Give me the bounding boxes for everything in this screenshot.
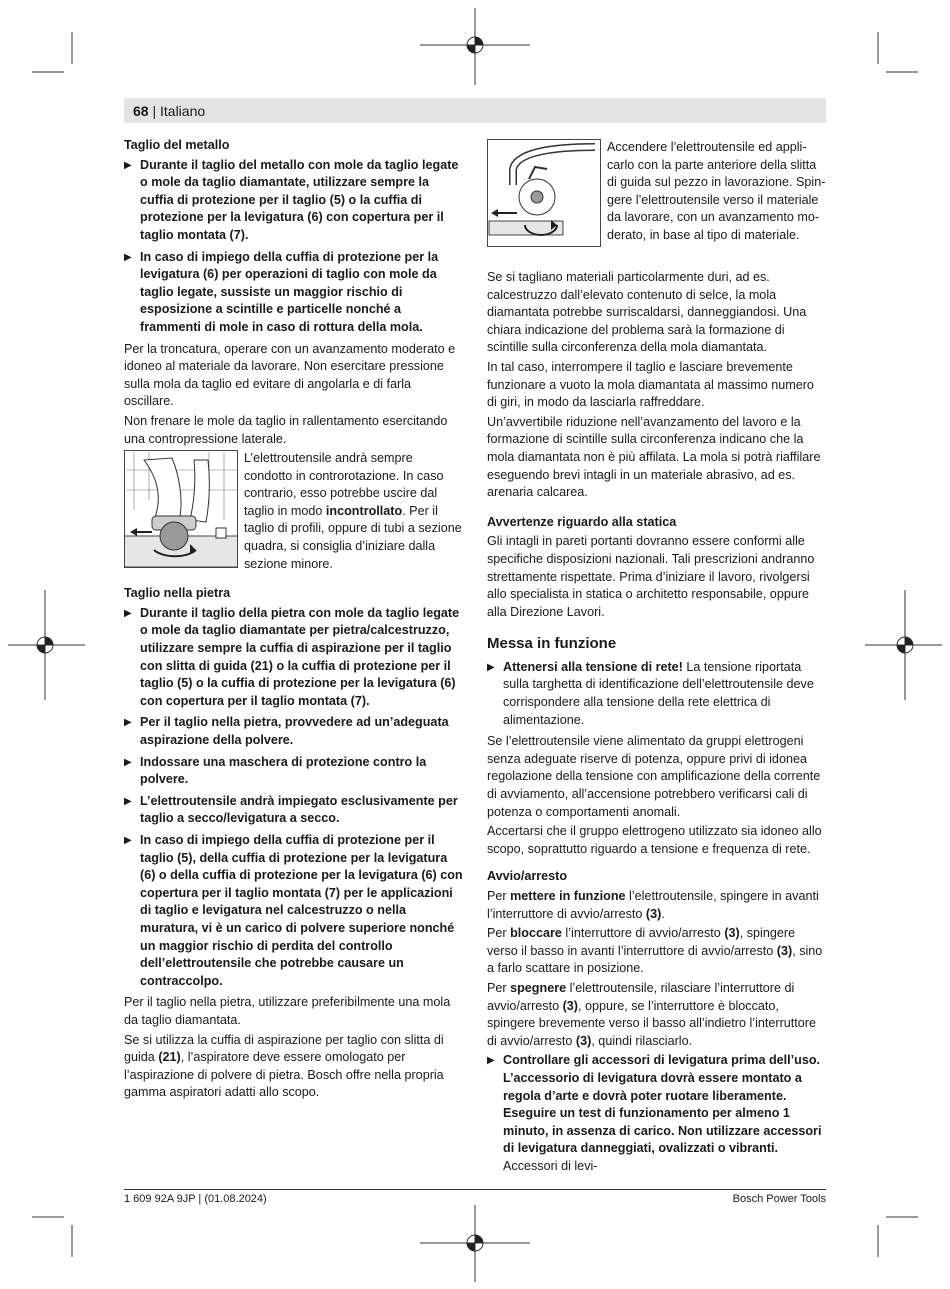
right-column <box>487 137 826 1180</box>
footer-doc-id: 1 609 92A 9JP | (01.08.2024) <box>124 1193 267 1205</box>
section-title-metallo: Taglio del metallo <box>124 138 230 152</box>
triangle-right-icon: ▶ <box>124 159 132 171</box>
paragraph: Se l’elettroutensile viene alimentato da gruppi elettrogeni senza adeguate riserve di potenza, oppure privi di idonea regolazione della tensione con amplificazione della corrente di avviamento, all’accensione potrebbero verificarsi cali di potenza o comportamenti anomali. <box>487 734 821 819</box>
paragraph: Un’avvertibile riduzione nell’avanzamento del lavoro e la formazione di scintille sulla circonferenza indicano che la mola diamantata non è più affilata. La mola si potrà riaffilare eseguendo brevi intagli in un materiale abrasivo, ad es. arenaria calcarea. <box>487 414 821 500</box>
paragraph: Non frenare le mole da taglio in rallentamento esercitando una contropressione laterale. <box>124 413 448 446</box>
triangle-right-icon: ▶ <box>124 251 132 263</box>
paragraph: Se si utilizza la cuffia di aspirazione per taglio con slitta di guida (21), l’aspiratore deve essere omologato per l’aspirazione di polvere di pietra. Bosch offre nella propria gamma aspiratori adatti allo scopo. <box>124 1032 444 1100</box>
list-item: ▶ In caso di impiego della cuffia di protezione per la levigatura (6) per operazioni di taglio con mole da taglio legate, sussiste un maggior rischio di esposizione a scintille e particelle nonché a frammenti di mole in caso di rottura della mola. <box>124 249 463 337</box>
paragraph: In tal caso, interrompere il taglio e lasciare brevemente funzionare a vuoto la mola diamantata al massimo numero di giri, in modo da lasciarla raffreddare. <box>487 359 814 410</box>
paragraph: Se si tagliano materiali particolarmente duri, ad es. calcestruzzo dall’elevato contenuto di selce, la mola diamantata potrebbe surriscaldarsi, danneggiandosi. Una chiara indicazione del problema sarà la formazione di scintille sulla circonferenza della mola diamantata. <box>487 270 807 355</box>
header-bar <box>124 98 826 123</box>
figure-text: Accendere l’elettroutensile ed applicarlo con la parte anteriore della slitta di guida sul pezzo in lavorazione. Spingere l’elettroutensile verso il materiale da lavorare, con un avanzamento moderato, in base al tipo di materiale. <box>607 140 826 242</box>
triangle-right-icon: ▶ <box>124 795 132 807</box>
list-item: ▶ L’elettroutensile andrà impiegato esclusivamente per taglio a secco/levigatura a secco. <box>124 793 463 828</box>
list-item: ▶ Attenersi alla tensione di rete! La tensione riportata sulla targhetta di identificazione dell’elettroutensile deve corrispondere alla tensione della rete elettrica di alimentazione. <box>487 659 826 729</box>
figure-block-slitta <box>487 139 826 247</box>
paragraph: Gli intagli in pareti portanti dovranno essere conformi alle specifiche disposizioni nazionali. Tali prescrizioni andranno strettamente rispettate. Prima d’iniziare il lavoro, rivolgersi allo specialista in statica o architetto responsabile, oppure alla Direzione Lavori. <box>487 534 815 619</box>
triangle-right-icon: ▶ <box>124 607 132 619</box>
paragraph: Accertarsi che il gruppo elettrogeno utilizzato sia idoneo allo scopo, soprattutto riguardo a tensione e frequenza di rete. <box>487 824 822 856</box>
paragraph: Per bloccare l’interruttore di avvio/arresto (3), spingere verso il basso in avanti l’interruttore di avvio/arresto (3), sino a farlo scattare in posizione. <box>487 926 823 976</box>
left-column <box>124 137 463 1104</box>
figure-block-troncatura <box>124 450 463 573</box>
paragraph: Per spegnere l’elettroutensile, rilasciare l’interruttore di avvio/arresto (3), oppure, se l’interruttore è bloccato, spingere brevemente verso il basso all’indietro l’interruttore di avvio/arresto (3), quindi rilasciarlo. <box>487 980 816 1048</box>
section-title-statica: Avvertenze riguardo alla statica <box>487 514 677 529</box>
list-item: ▶ Per il taglio nella pietra, provvedere ad un’adeguata aspirazione della polvere. <box>124 714 463 749</box>
paragraph: Per mettere in funzione l’elettroutensile, spingere in avanti l’interruttore di avvio/arresto (3). <box>487 889 819 921</box>
list-item: ▶ Durante il taglio della pietra con mole da taglio legate o mole da taglio diamantate per pietra/calcestruzzo, utilizzare sempre la cuffia di aspirazione per il taglio con slitta di guida (21) o la cuffia di protezione per il taglio (5) o la cuffia di protezione per la levigatura (6) con copertura per il taglio montata (7). <box>124 605 463 711</box>
triangle-right-icon: ▶ <box>124 756 132 768</box>
list-item: ▶ Durante il taglio del metallo con mole da taglio legate o mole da taglio diamantate, utilizzare sempre la cuffia di protezione per il taglio (5) o la cuffia di protezione per la levigatura (6) con copertura per il taglio montata (7). <box>124 157 463 245</box>
section-title-pietra: Taglio nella pietra <box>124 586 231 601</box>
list-item: ▶ Controllare gli accessori di levigatura prima dell’uso. L’accessorio di levigatura dovrà essere montato a regola d’arte e dovrà poter ruotare liberamente. Eseguire un test di funzionamento per almeno 1 minuto, in assenza di carico. Non utilizzare accessori di levigatura danneggiati, ovalizzati o vibranti. Accessori di levi- <box>487 1052 826 1175</box>
section-heading-messa-in-funzione: Messa in funzione <box>487 635 617 653</box>
page-number: 68 <box>133 103 149 119</box>
list-item: ▶ Indossare una maschera di protezione contro la polvere. <box>124 754 463 789</box>
cutting-illustration <box>124 450 238 568</box>
page-header: 68 | Italiano <box>133 103 206 119</box>
guide-sled-illustration <box>487 139 601 247</box>
triangle-right-icon: ▶ <box>487 661 495 673</box>
triangle-right-icon: ▶ <box>124 717 132 729</box>
footer-rule <box>124 1189 826 1190</box>
triangle-right-icon: ▶ <box>124 834 132 846</box>
footer-brand: Bosch Power Tools <box>732 1193 826 1205</box>
paragraph: Per la troncatura, operare con un avanzamento moderato e idoneo al materiale da lavorare. Non esercitare pressione sulla mola da taglio ed evitare di angolarla e di farla oscillare. <box>124 341 456 409</box>
figure-text: L’elettroutensile andrà sempre condotto in controrotazione. In caso contrario, esso potrebbe uscire dal taglio in modo incontrollato. Per il taglio di profili, oppure di tubi a sezione quadra, si consiglia d’iniziare dalla sezione minore. <box>244 451 462 571</box>
triangle-right-icon: ▶ <box>487 1055 495 1067</box>
language-label: Italiano <box>160 103 206 119</box>
section-title-avvio: Avvio/arresto <box>487 869 568 884</box>
list-item: ▶ In caso di impiego della cuffia di protezione per il taglio (5), della cuffia di protezione per la levigatura (6) o della cuffia di protezione per la levigatura (6) con copertura per il taglio montata (7) per le applicazioni di taglio e levigatura nel calcestruzzo o nella muratura, vi è un carico di polvere superiore nonché un maggior rischio di perdita del controllo dell’elettroutensile che potrebbe causare un contraccolpo. <box>124 832 463 990</box>
paragraph: Per il taglio nella pietra, utilizzare preferibilmente una mola da taglio diamantata. <box>124 995 451 1027</box>
